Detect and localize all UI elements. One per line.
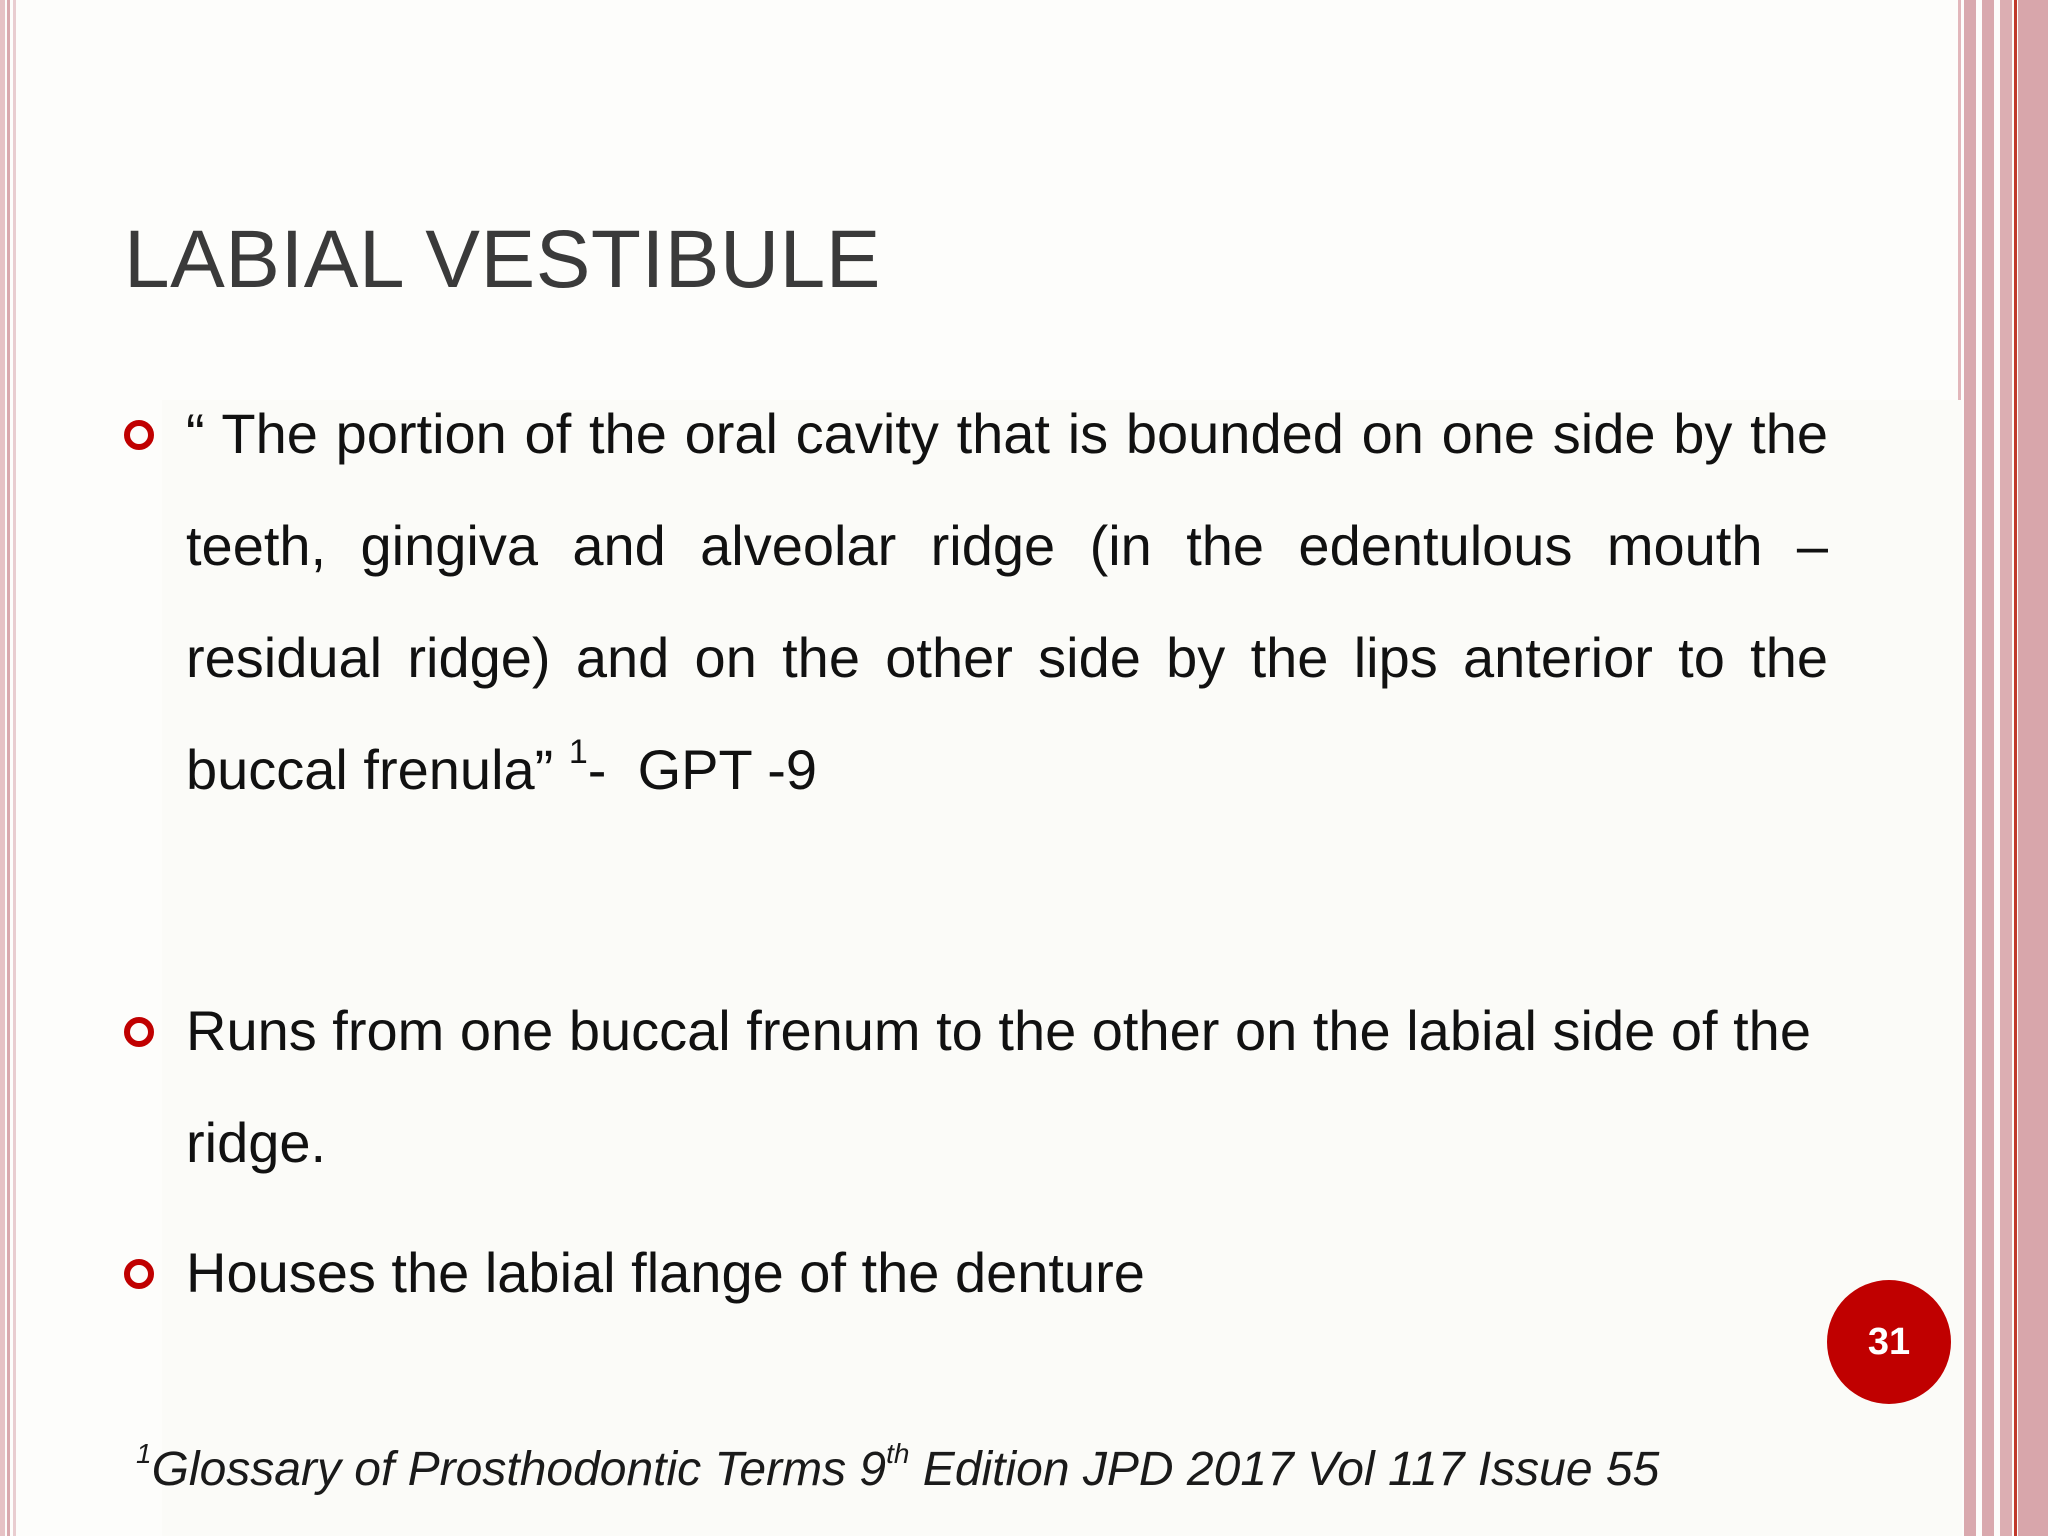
footnote [136,1440,1659,1500]
bullet-circle-icon [124,420,154,450]
right-border-band-2 [1982,0,1994,1536]
bullet-item-1 [124,378,1828,826]
bullet-text-3: Houses the labial flange of the denture [186,1241,1145,1304]
bullet-1-citation: 1 [568,733,588,771]
bullet-text-1 [186,378,1828,826]
left-border-outer [0,0,5,1536]
bullet-text-2: Runs from one buccal frenum to the other on the labial side of the ridge. [186,999,1811,1174]
bullet-circle-icon [124,1017,154,1047]
left-border-inner [7,0,10,1536]
bullet-item-2 [124,975,1828,1199]
right-border-band-1 [1964,0,1976,1536]
bullet-1-body: “ The portion of the oral cavity that is bounded on one side by the teeth, gingiva and alveolar ridge (in the edentulous mouth – residual ridge) and on the other side by the lips anterior to the buccal frenula” [186,402,1828,801]
footnote-ordinal: th [886,1438,910,1469]
bullet-item-3 [124,1217,1828,1329]
right-border-band-3 [2000,0,2012,1536]
footnote-marker: 1 [136,1438,152,1469]
slide-title: LABIAL VESTIBULE [124,214,881,305]
bullet-circle-icon [124,1259,154,1289]
left-border-edge [13,0,16,1536]
page-number-badge: 31 [1827,1280,1951,1404]
bullet-1-source: - GPT -9 [587,738,818,801]
footnote-text-end: Edition JPD 2017 Vol 117 Issue 55 [909,1443,1660,1496]
right-border-band-4 [2018,0,2048,1536]
footnote-text-start: Glossary of Prosthodontic Terms 9 [151,1443,887,1496]
right-border-red-line [2014,0,2017,1536]
